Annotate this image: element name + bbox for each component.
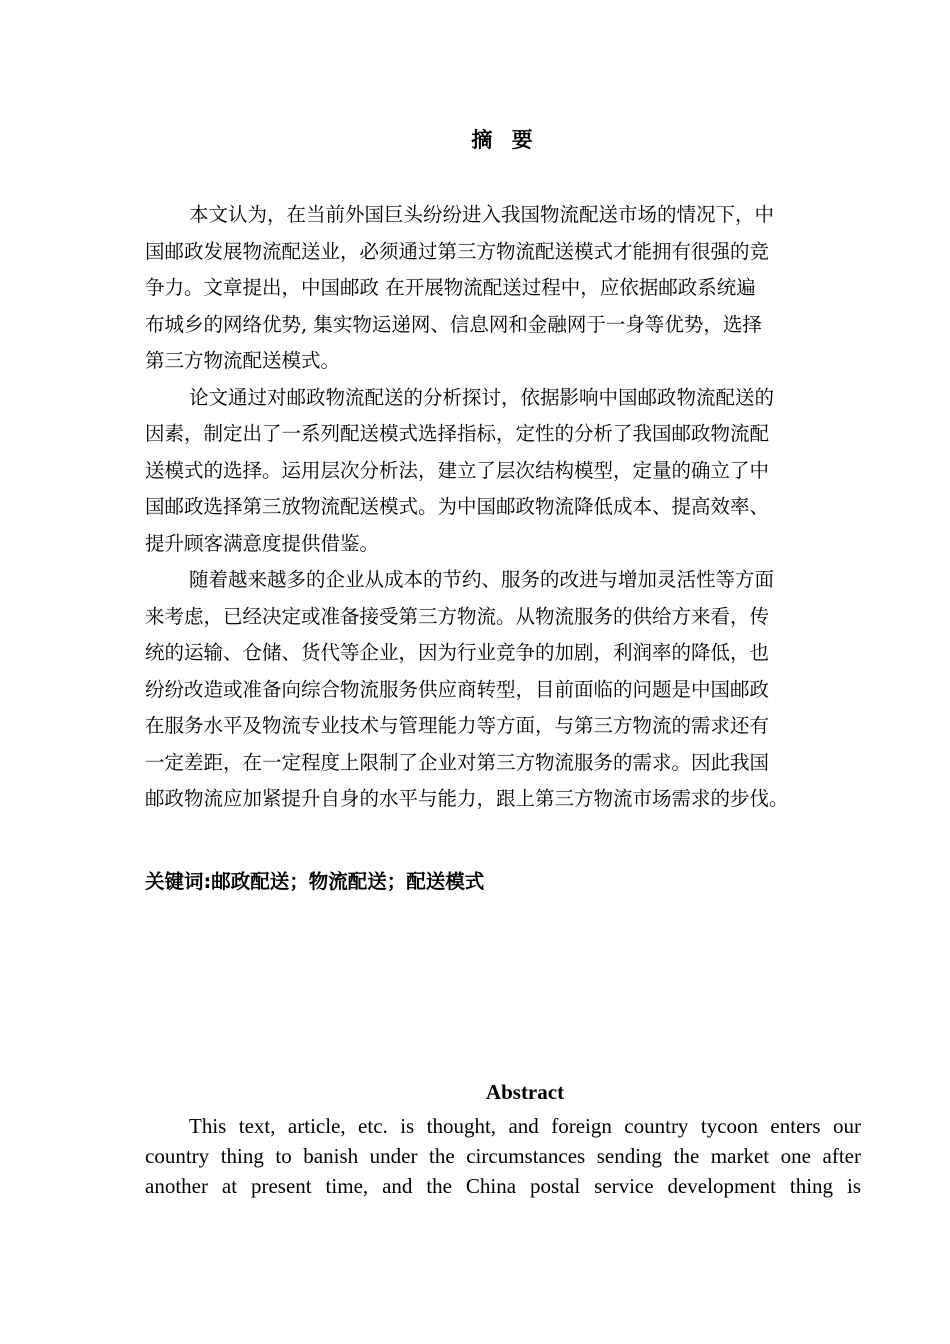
cn-line-7: 因素，制定出了一系列配送模式选择指标，定性的分析了我国邮政物流配 (145, 422, 770, 445)
cn-line-3: 争力。文章提出，中国邮政 在开展物流配送过程中，应依据邮政系统遍 (145, 276, 756, 299)
abstract-cn-title: 摘 要 (471, 128, 539, 152)
cn-line-17: 邮政物流应加紧提升自身的水平与能力，跟上第三方物流市场需求的步伐。 (145, 787, 789, 810)
cn-line-11: 随着越来越多的企业从成本的节约、服务的改进与增加灵活性等方面 (189, 568, 775, 591)
cn-line-9: 国邮政选择第三放物流配送模式。为中国邮政物流降低成本、提高效率、 (145, 495, 770, 518)
abstract-cn-body (145, 197, 875, 818)
cn-line-15: 在服务水平及物流专业技术与管理能力等方面，与第三方物流的需求还有 (145, 714, 770, 737)
keywords: 关键词:邮政配送；物流配送；配送模式 (145, 870, 485, 893)
cn-line-4: 布城乡的网络优势, 集实物运递网、信息网和金融网于一身等优势，选择 (145, 312, 762, 336)
en-line-1: This text, article, etc. is thought, and foreign country tycoon enters our (189, 1114, 861, 1138)
cn-line-14: 纷纷改造或准备向综合物流服务供应商转型，目前面临的问题是中国邮政 (145, 677, 770, 701)
cn-line-2: 国邮政发展物流配送业，必须通过第三方物流配送模式才能拥有很强的竞 (145, 239, 770, 263)
en-line-3: another at present time, and the China postal service development thing is (145, 1174, 861, 1198)
cn-line-10: 提升顾客满意度提供借鉴。 (145, 531, 380, 555)
cn-line-16: 一定差距，在一定程度上限制了企业对第三方物流服务的需求。因此我国 (145, 750, 770, 774)
cn-line-6: 论文通过对邮政物流配送的分析探讨，依据影响中国邮政物流配送的 (189, 385, 775, 409)
en-line-2: country thing to banish under the circumstances sending the market one after (145, 1144, 861, 1168)
abstract-en-title: Abstract (485, 1080, 565, 1104)
cn-line-1: 本文认为，在当前外国巨头纷纷进入我国物流配送市场的情况下，中 (189, 203, 775, 226)
cn-line-5: 第三方物流配送模式。 (145, 349, 341, 372)
cn-line-8: 送模式的选择。运用层次分析法，建立了层次结构模型，定量的确立了中 (145, 458, 770, 482)
abstract-en-body (145, 1111, 861, 1201)
cn-line-12: 来考虑，已经决定或准备接受第三方物流。从物流服务的供给方来看，传 (145, 604, 770, 628)
cn-line-13: 统的运输、仓储、货代等企业，因为行业竞争的加剧，利润率的降低，也 (145, 641, 770, 664)
